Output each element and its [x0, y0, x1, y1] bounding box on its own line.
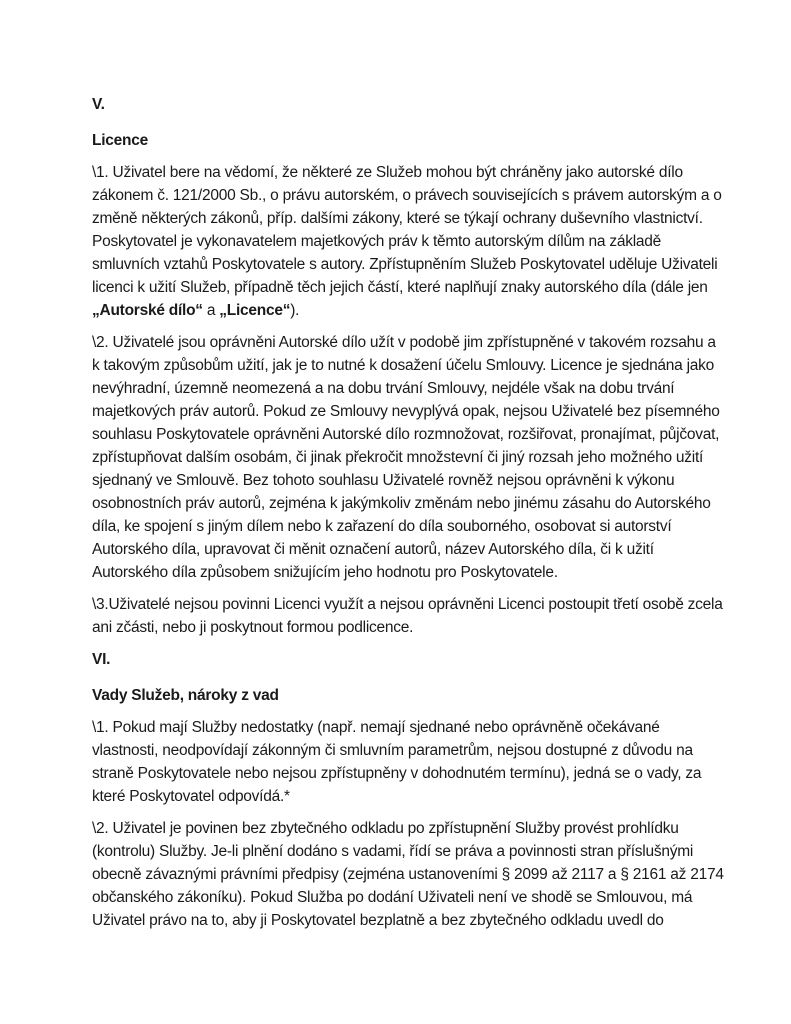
defined-term-autorske-dilo: „Autorské dílo“ [92, 302, 203, 319]
paragraph: \2. Uživatelé jsou oprávněni Autorské dílo užít v podobě jim zpřístupněné v takovém rozsahu a k takovým způsobům užití, jak je to nutné k dosažení účelu Smlouvy. Licence je sjednána jako nevýhradní, územně neomezená a na dobu trvání Smlouvy, nejdéle však na dobu trvání majetkových práv autorů. Pokud ze Smlouvy nevyplývá opak, nejsou Uživatelé bez písemného souhlasu Poskytovatele oprávněni Autorské dílo rozmnožovat, rozšiřovat, pronajímat, půjčovat, zpřístupňovat dalším osobám, či jinak překročit množstevní či jiný rozsah jeho možného užití sjednaný ve Smlouvě. Bez tohoto souhlasu Uživatelé rovněž nejsou oprávněni k výkonu osobnostních práv autorů, zejména k jakýmkoliv změnám nebo jinému zásahu do Autorského díla, ke spojení s jiným dílem nebo k zařazení do díla souborného, osobovat si autorství Autorského díla, upravovat či měnit označení autorů, název Autorského díla, či k užití Autorského díla způsobem snižujícím jeho hodnotu pro Poskytovatele. [92, 334, 720, 581]
paragraph: \3.Uživatelé nejsou povinni Licenci využít a nejsou oprávněni Licenci postoupit třetí osobě zcela ani zčásti, nebo ji poskytnout formou podlicence. [92, 596, 723, 636]
paragraph-text: ). [290, 302, 300, 319]
section-title: Vady Služeb, nároky z vad [92, 687, 279, 704]
section-number: V. [92, 96, 105, 113]
section-licence [92, 93, 724, 639]
section-number: VI. [92, 651, 111, 668]
section-vady-sluzeb [92, 648, 724, 932]
paragraph: \1. Pokud mají Služby nedostatky (např. nemají sjednané nebo oprávněně očekávané vlastnosti, neodpovídají zákonným či smluvním parametrům, nejsou dostupné z důvodu na straně Poskytovatele nebo nejsou zpřístupněny v dohodnutém termínu), jedná se o vady, za které Poskytovatel odpovídá.* [92, 719, 702, 805]
defined-term-licence: „Licence“ [219, 302, 291, 319]
paragraph: \2. Uživatel je povinen bez zbytečného odkladu po zpřístupnění Služby provést prohlídku (kontrolu) Služby. Je-li plnění dodáno s vadami, řídí se práva a povinnosti stran příslušnými obecně závaznými právními předpisy (zejména ustanoveními § 2099 až 2117 a § 2161 až 2174 občanského zákoníku). Pokud Služba po dodání Uživateli není ve shodě se Smlouvou, má Uživatel právo na to, aby ji Poskytovatel bezplatně a bez zbytečného odkladu uvedl do [92, 820, 724, 929]
paragraph [92, 161, 724, 322]
paragraph-text: \1. Uživatel bere na vědomí, že některé ze Služeb mohou být chráněny jako autorské dílo zákonem č. 121/2000 Sb., o právu autorském, o právech souvisejících s právem autorským a o změně některých zákonů, příp. dalšími zákony, které se týkají ochrany duševního vlastnictví. Poskytovatel je vykonavatelem majetkových práv k těmto autorským dílům na základě smluvních vztahů Poskytovatele s autory. Zpřístupněním Služeb Poskytovatel uděluje Uživateli licenci k užití Služeb, případně těch jejich částí, které naplňují znaky autorského díla (dále jen [92, 164, 722, 296]
paragraph-text: a [202, 302, 220, 319]
section-title: Licence [92, 132, 148, 149]
